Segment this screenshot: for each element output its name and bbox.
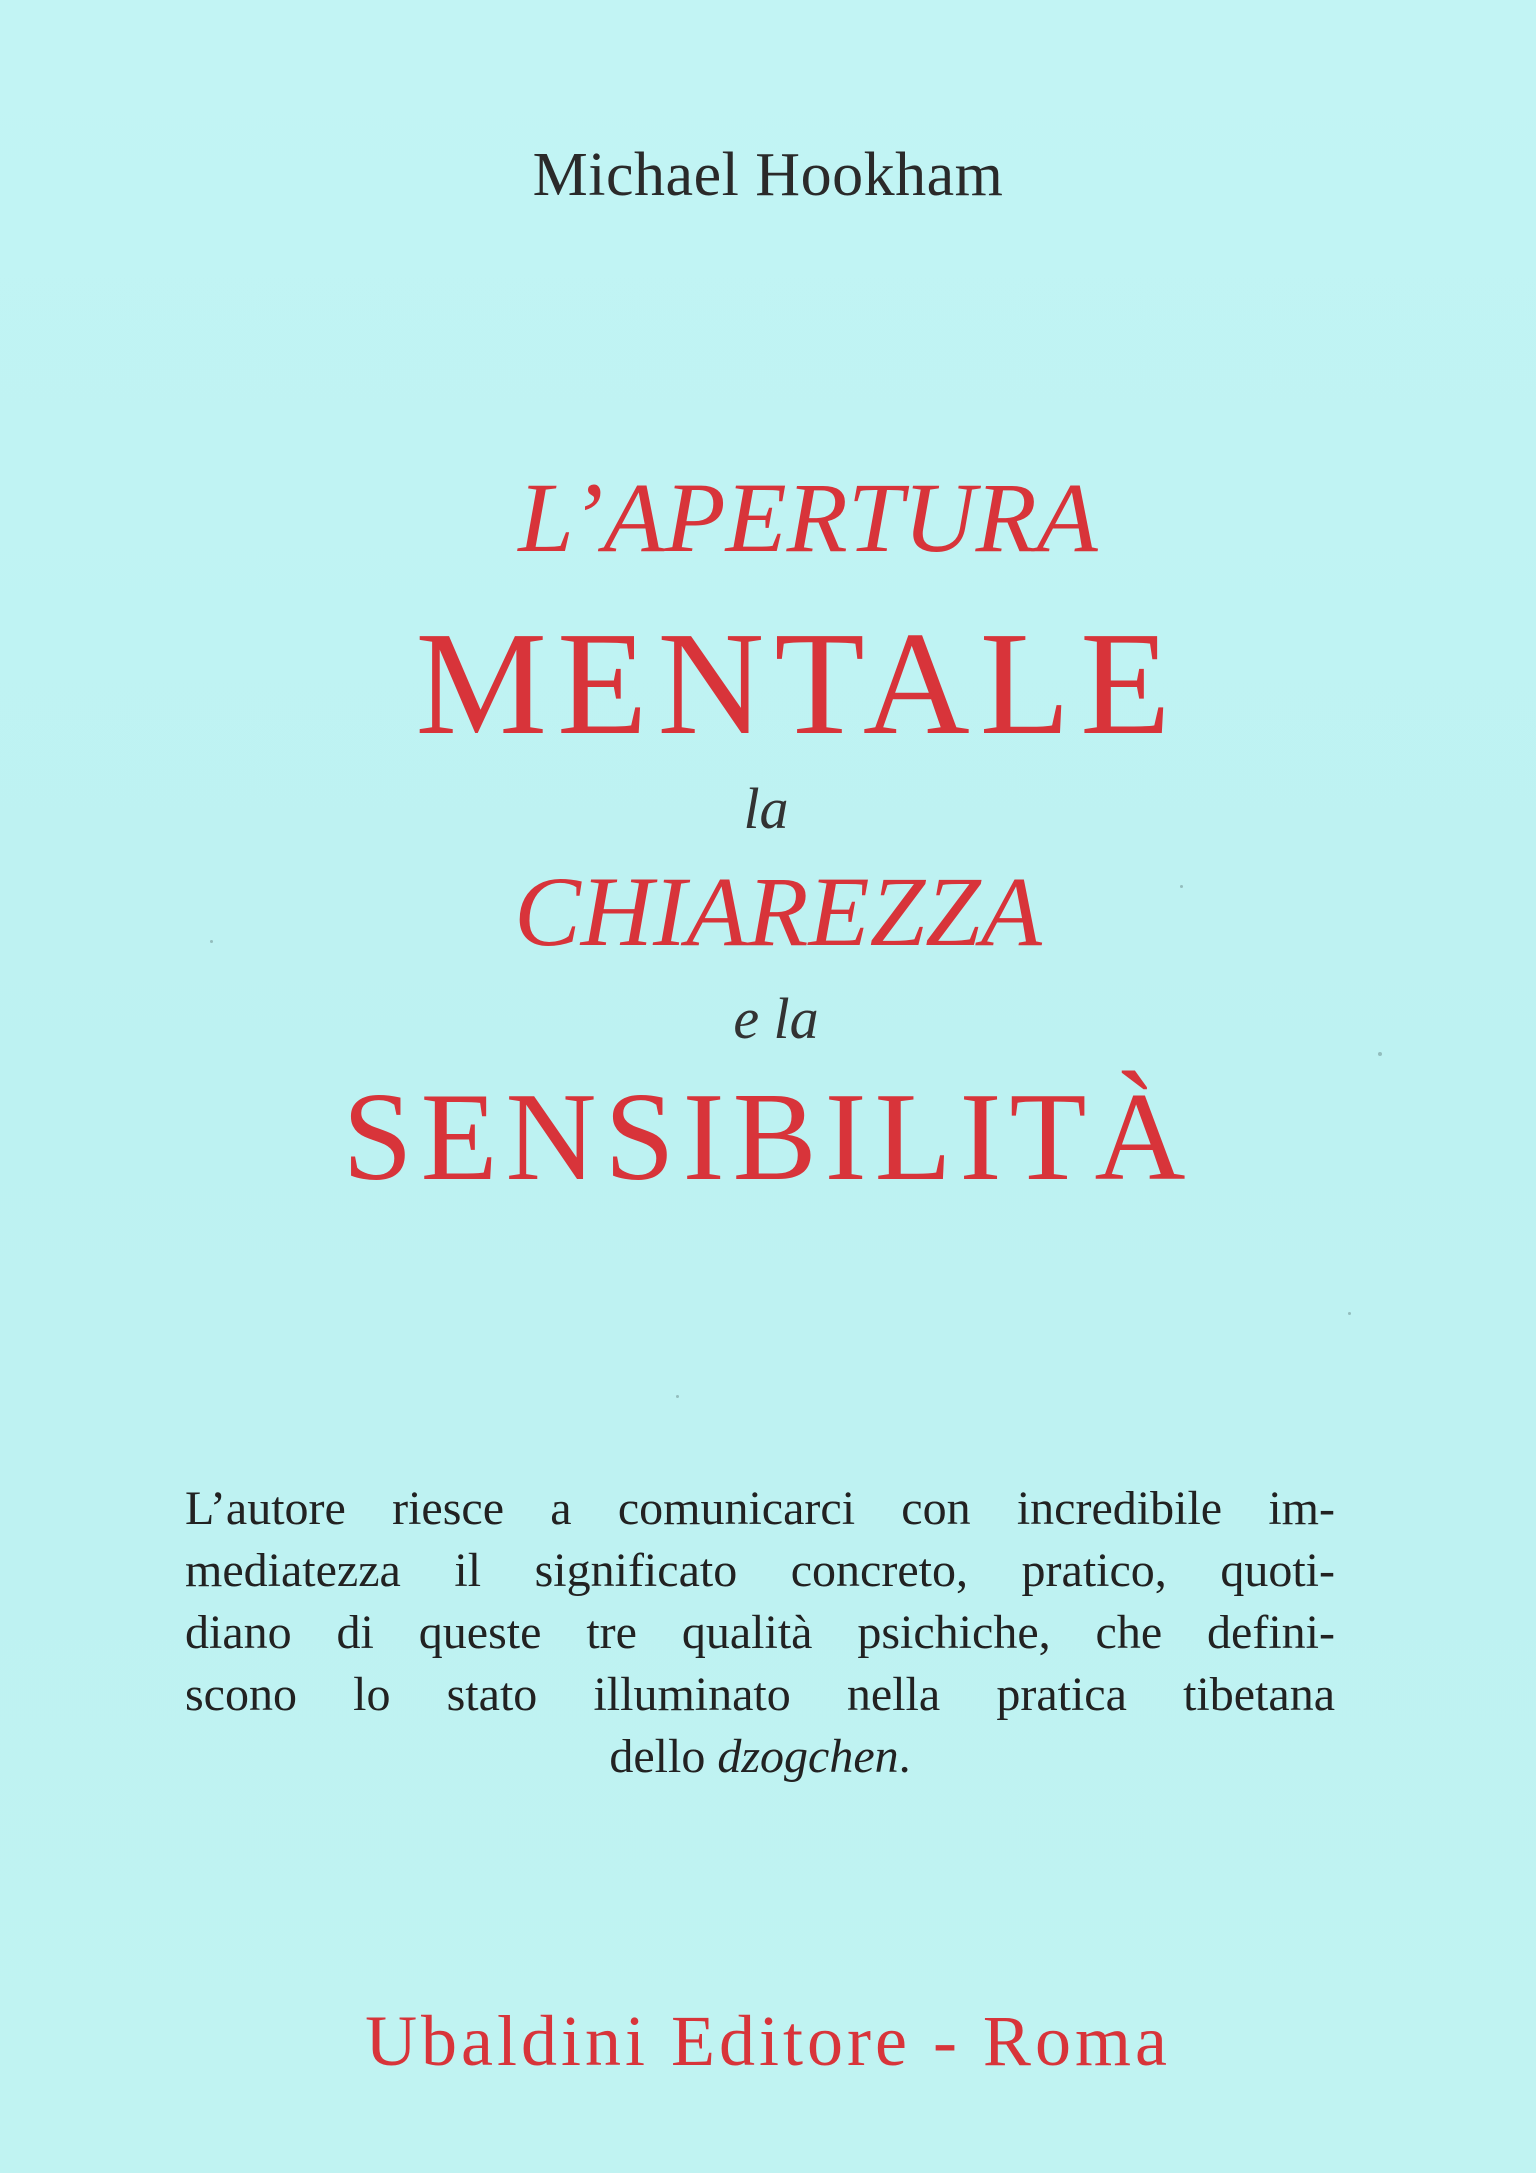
- paper-speck: [1348, 1312, 1351, 1315]
- paper-speck: [676, 1395, 679, 1398]
- blurb-line-5-suffix: .: [898, 1730, 911, 1783]
- blurb-paragraph: [185, 1478, 1335, 1788]
- title-line-apertura: L’APERTURA: [518, 462, 1098, 573]
- blurb-line-2: mediatezza il significato concreto, pratico, quoti-: [185, 1544, 1335, 1597]
- blurb-line-4: scono lo stato illuminato nella pratica tibetana: [185, 1668, 1335, 1721]
- title-line-sensibilita: SENSIBILITÀ: [342, 1068, 1194, 1207]
- title-line-la: la: [743, 776, 789, 841]
- author-name: Michael Hookham: [532, 141, 1004, 209]
- blurb-term-dzogchen: dzogchen: [717, 1730, 899, 1783]
- blurb-line-1: L’autore riesce a comunicarci con incredibile im-: [185, 1482, 1335, 1535]
- blurb-line-5: [185, 1726, 1335, 1788]
- title-line-mentale: MENTALE: [415, 602, 1181, 766]
- blurb-line-3: diano di queste tre qualità psichiche, che defini-: [185, 1606, 1335, 1659]
- paper-speck: [210, 940, 213, 943]
- blurb-line-5-prefix: dello: [609, 1730, 718, 1783]
- paper-speck: [1378, 1052, 1382, 1056]
- paper-speck: [1180, 885, 1183, 888]
- publisher-imprint: Ubaldini Editore - Roma: [365, 2001, 1171, 2081]
- title-line-chiarezza: CHIAREZZA: [514, 856, 1042, 967]
- title-line-e-la: e la: [733, 986, 819, 1051]
